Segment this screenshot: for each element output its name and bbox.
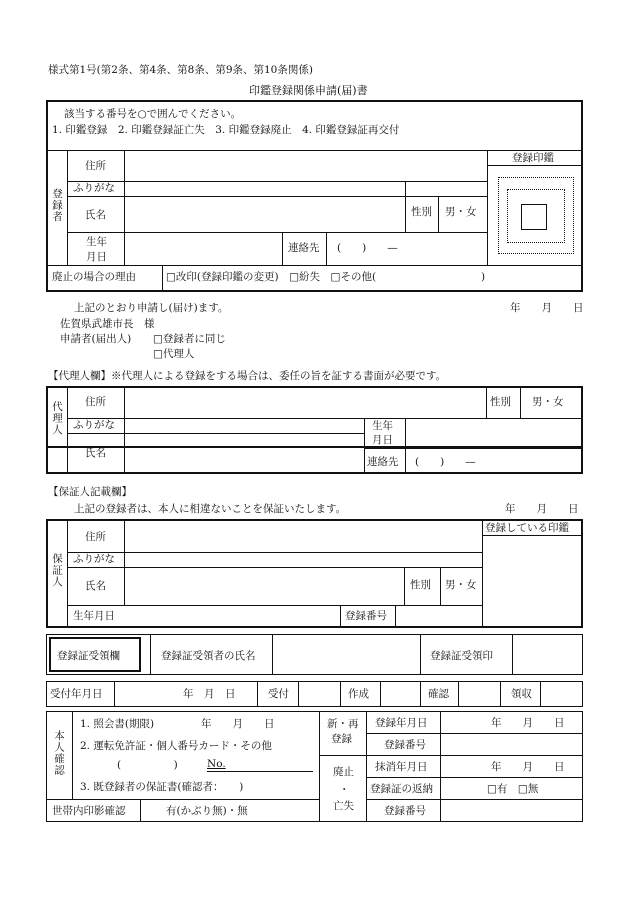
guarantor-regno-label: 登録番号: [345, 610, 387, 622]
guarantor-statement: 上記の登録者は、本人に相違ないことを保証いたします。: [74, 503, 347, 515]
registrant-address-label: 住所: [85, 160, 106, 172]
receipt-title: 登録証受領欄: [57, 650, 120, 662]
declaration-date[interactable]: 年 月 日: [510, 302, 584, 314]
agent-label: 代理人: [51, 401, 63, 436]
guarantor-name-label: 氏名: [85, 580, 106, 592]
agent-contact-value[interactable]: ( ) —: [415, 456, 476, 468]
reg-no-2-label: 登録番号: [384, 805, 426, 817]
guarantor-gender-options[interactable]: 男・女: [445, 579, 477, 591]
office-top-row: [46, 681, 583, 707]
cancel-date-label: 抹消年月日: [375, 761, 428, 773]
household-label: 世帯内印影確認: [52, 805, 126, 817]
receipt-receiver-seal-label: 登録証受領印: [430, 650, 493, 662]
agent-birth-label-2: 月日: [372, 434, 393, 446]
applicant-option-self[interactable]: □登録者に同じ: [153, 333, 226, 345]
registrant-address-field[interactable]: [125, 151, 486, 180]
select-instruction: 該当する番号を○で囲んでください。: [64, 108, 242, 120]
registrant-seal-label: 登録印鑑: [512, 152, 554, 164]
abolish-label-1: 廃止: [333, 766, 354, 778]
registrant-gender-options[interactable]: 男・女: [445, 206, 477, 218]
registrant-birth-label-1: 生年: [86, 236, 107, 248]
abolish-reason-options[interactable]: □改印(登録印鑑の変更) □紛失 □その他( ): [166, 271, 486, 283]
created-label: 作成: [348, 688, 369, 700]
agent-gender-options[interactable]: 男・女: [532, 396, 564, 408]
agent-contact-label: 連絡先: [367, 456, 399, 468]
identity-item-2[interactable]: 2. 運転免許証・個人番号カード・その他: [80, 740, 272, 752]
guarantor-seal-label: 登録している印鑑: [485, 522, 569, 534]
guarantor-date[interactable]: 年 月 日: [505, 503, 579, 515]
card-return-label: 登録証の返納: [370, 783, 433, 795]
guarantor-address-label: 住所: [85, 531, 106, 543]
applicant-option-agent[interactable]: □代理人: [153, 348, 195, 360]
declaration-statement: 上記のとおり申請し(届け)ます。: [74, 302, 229, 314]
registrant-name-label: 氏名: [85, 209, 106, 221]
agent-gender-label: 性別: [490, 396, 511, 408]
identity-item-2-no[interactable]: No.: [207, 758, 226, 770]
declaration-addressee: 佐賀県武雄市長 様: [60, 318, 155, 330]
confirm-label: 確認: [428, 688, 449, 700]
agent-birth-label-1: 生年: [372, 420, 393, 432]
identity-item-3[interactable]: 3. 既登録者の保証書(確認者： ): [80, 781, 244, 793]
agent-furigana-label: ふりがな: [73, 419, 115, 431]
select-options[interactable]: 1. 印鑑登録 2. 印鑑登録証亡失 3. 印鑑登録廃止 4. 印鑑登録証再交付: [52, 124, 400, 136]
form-title: 印鑑登録関係申請(届)書: [249, 84, 368, 97]
registrant-contact-label: 連絡先: [288, 242, 320, 254]
received-label: 受付: [268, 688, 289, 700]
registrant-label: 登録者: [51, 188, 63, 223]
collect-label: 領収: [511, 688, 532, 700]
cancel-date-value[interactable]: 年 月 日: [491, 761, 565, 773]
receipt-receiver-name-label: 登録証受領者の氏名: [161, 650, 256, 662]
registrant-contact-value[interactable]: ( ) —: [337, 242, 398, 254]
reg-date-value[interactable]: 年 月 日: [491, 717, 565, 729]
applicant-label: 申請者(届出人): [60, 333, 132, 345]
identity-label: 本人確認: [53, 730, 65, 776]
abolish-label-2: ・: [339, 784, 350, 796]
guarantor-furigana-label: ふりがな: [73, 553, 115, 565]
received-date-label: 受付年月日: [50, 688, 103, 700]
identity-item-2-paren[interactable]: ( ): [117, 759, 178, 771]
agent-address-label: 住所: [85, 396, 106, 408]
form-reference: 様式第1号(第2条、第4条、第8条、第9条、第10条関係): [48, 64, 313, 76]
household-options[interactable]: 有(かぶり無)・無: [166, 805, 248, 817]
agent-name-label: 氏名: [85, 447, 106, 459]
registrant-name-field[interactable]: [125, 197, 405, 231]
new-re-label-1: 新・再: [327, 718, 359, 730]
new-re-label-2: 登録: [331, 733, 352, 745]
reg-no-label: 登録番号: [384, 739, 426, 751]
registrant-furigana-label: ふりがな: [73, 182, 115, 194]
reg-date-label: 登録年月日: [375, 717, 428, 729]
received-date-value[interactable]: 年 月 日: [183, 688, 236, 700]
card-return-options[interactable]: □有 □無: [487, 783, 539, 795]
registrant-birth-label-2: 月日: [86, 251, 107, 263]
guarantor-header: 【保証人記載欄】: [48, 486, 132, 498]
guarantor-birthdate-label: 生年月日: [73, 610, 115, 622]
guarantor-gender-label: 性別: [410, 579, 431, 591]
abolish-label-3: 亡失: [333, 800, 354, 812]
guarantor-label: 保証人: [51, 553, 63, 588]
registrant-gender-label: 性別: [411, 206, 432, 218]
identity-item-1-date[interactable]: 年 月 日: [201, 718, 275, 730]
agent-header: 【代理人欄】※代理人による登録をする場合は、委任の旨を証する書面が必要です。: [48, 370, 447, 382]
identity-item-1[interactable]: 1. 照会書(期限): [80, 718, 155, 730]
abolish-reason-label: 廃止の場合の理由: [52, 271, 136, 283]
